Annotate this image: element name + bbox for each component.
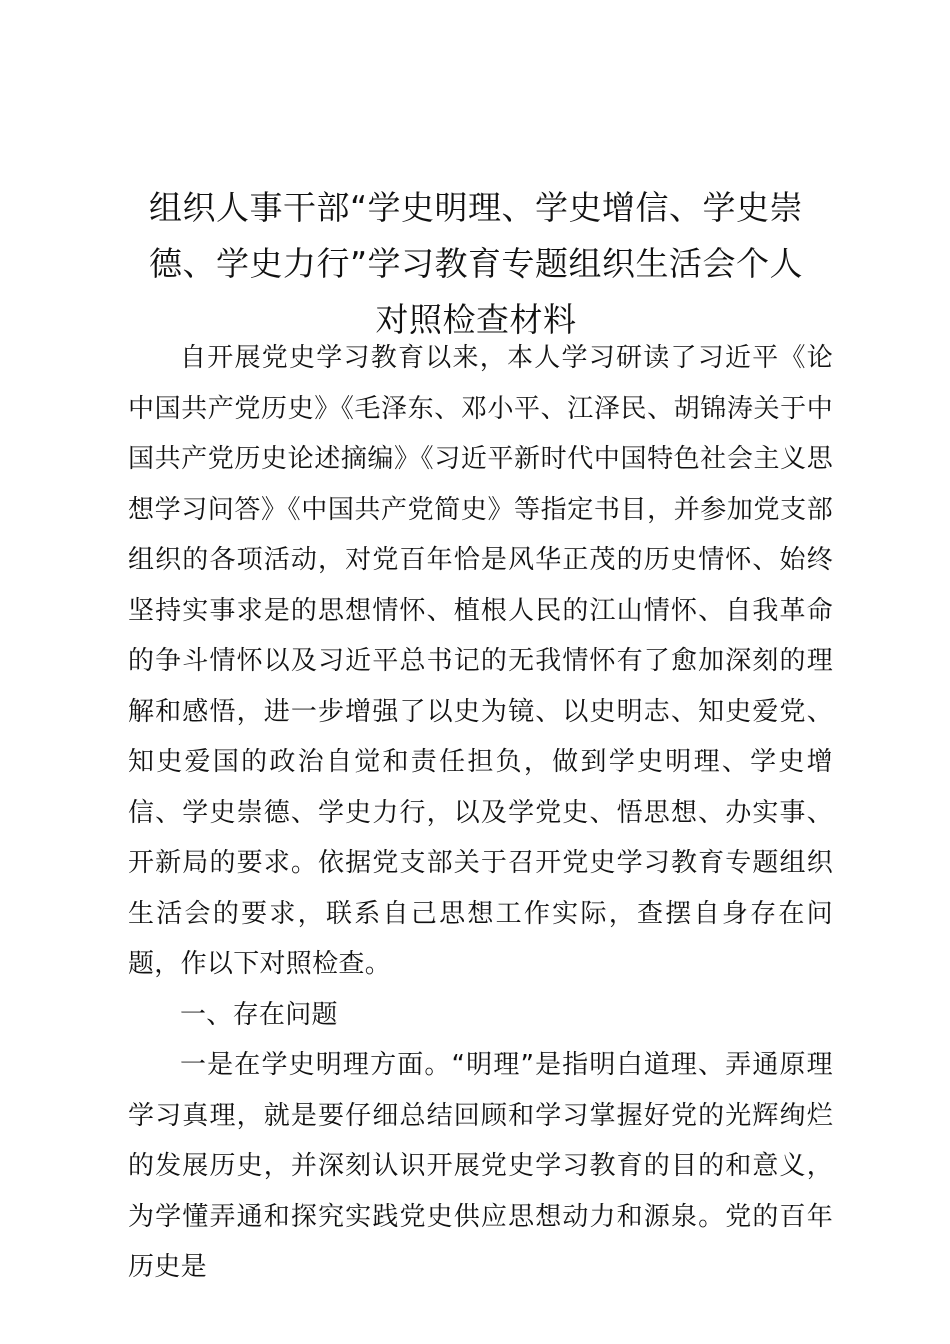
paragraph-learning-history-reasoning: 一是在学史明理方面。“明理”是指明白道理、弄通原理学习真理，就是要仔细总结回顾和学习掌握好党的光辉绚烂的发展历史，并深刻认识开展党史学习教育的目的和意义，为学懂弄通和探究实践党史供应思想动力和源泉。党的百年历史是 [128, 1050, 833, 1282]
intro-paragraph: 自开展党史学习教育以来，本人学习研读了习近平《论中国共产党历史》《毛泽东、邓小平、江泽民、胡锦涛关于中国共产党历史论述摘编》《习近平新时代中国特色社会主义思想学习问答》《中国共产党简史》等指定书目，并参加党支部组织的各项活动，对党百年恰是风华正茂的历史情怀、始终坚持实事求是的思想情怀、植根人民的江山情怀、自我革命的争斗情怀以及习近平总书记的无我情怀有了愈加深刻的理解和感悟，进一步增强了以史为镜、以史明志、知史爱党、知史爱国的政治自觉和责任担负，做到学史明理、学史增信、学史崇德、学史力行，以及学党史、悟思想、办实事、开新局的要求。依据党支部关于召开党史学习教育专题组织生活会的要求，联系自己思想工作实际，查摆自身存在问题，作以下对照检查。 [128, 343, 833, 979]
title-line-1: 组织人事干部“学史明理、学史增信、学史崇 [148, 188, 804, 227]
document-body [128, 333, 833, 1293]
title-line-2: 德、学史力行”学习教育专题组织生活会个人 [148, 244, 804, 283]
section-heading-existing-problems: 一、存在问题 [180, 999, 338, 1030]
title-line-3: 对照检查材料 [375, 300, 577, 339]
document-title [120, 180, 832, 348]
